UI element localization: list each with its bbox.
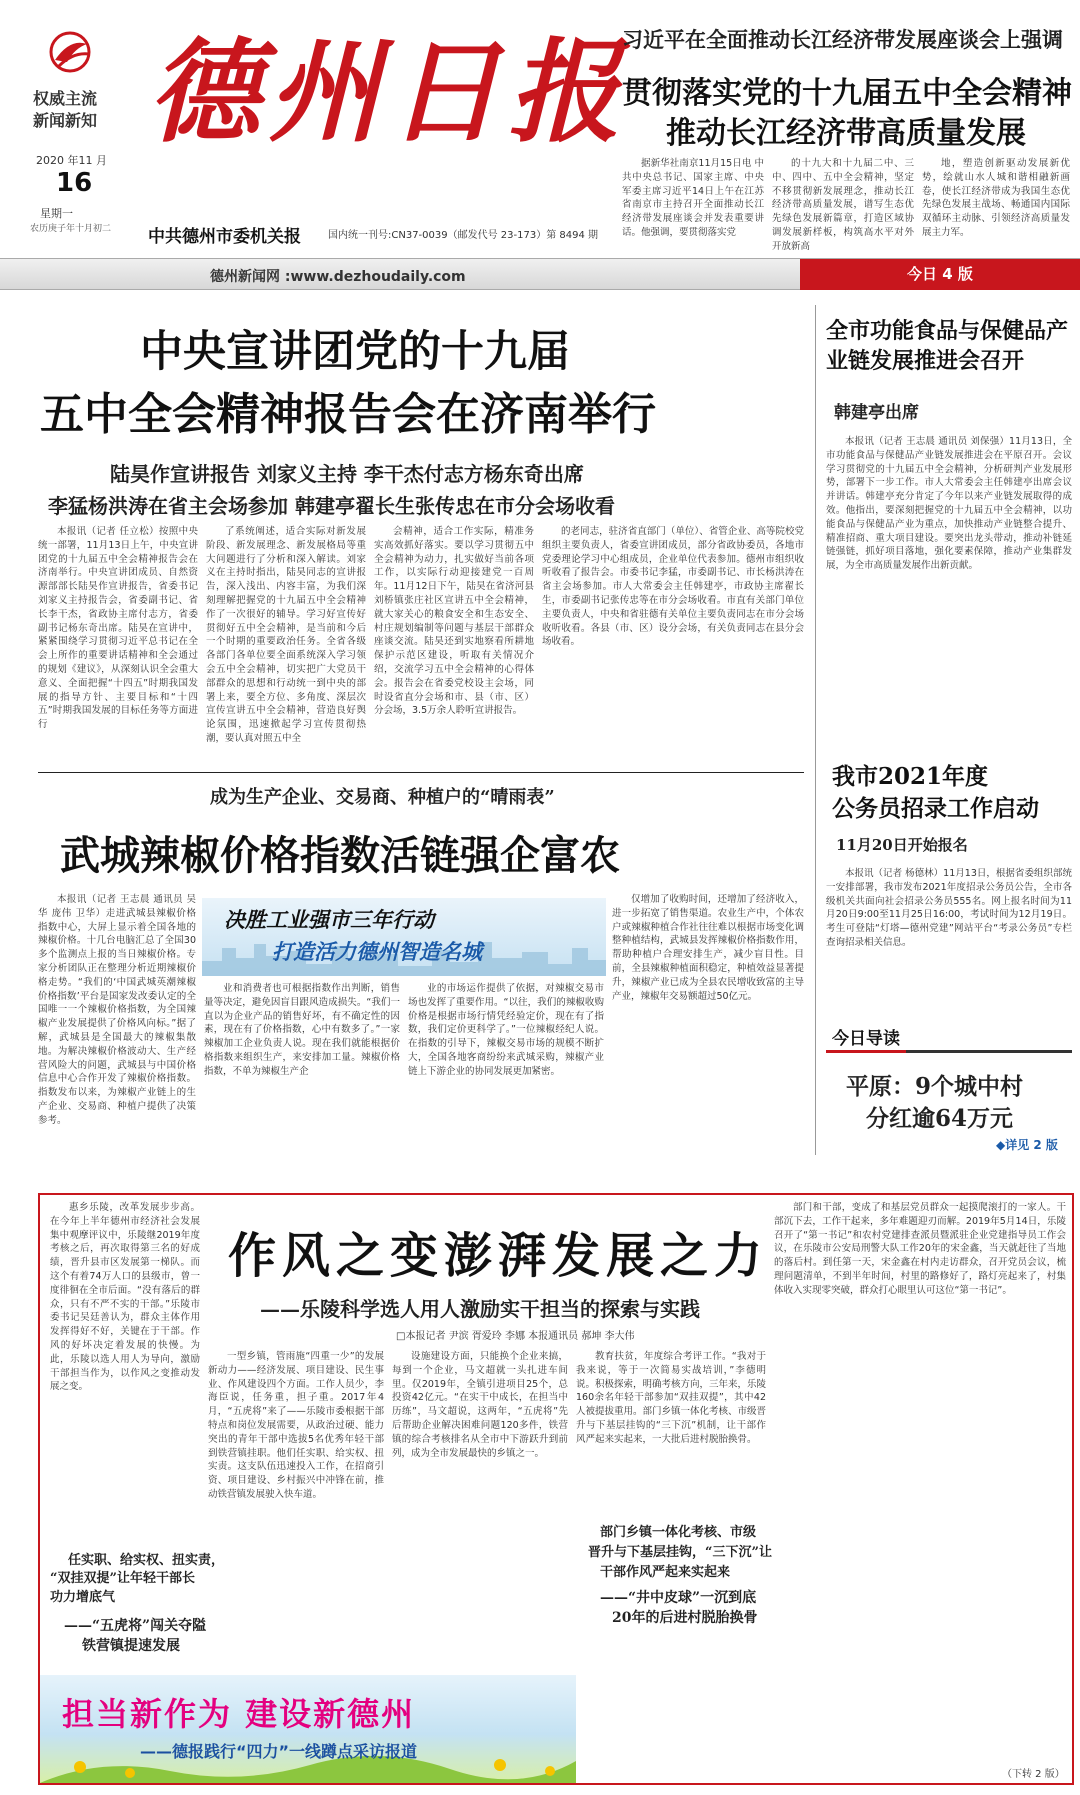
guide-label-accent [826,1050,906,1053]
feature-banner-line-2: ——德报践行“四力”一线蹲点采访报道 [140,1742,418,1761]
feature-col-1: 惠乡乐陵，改革发展步步高。在今年上半年德州市经济社会发展集中观摩评议中，乐陵继2019年度考核之后，再次取得第三名的好成绩，晋升县市区发展第一梯队。而这个有着74万人口的县级市，曾一度徘徊在全市后面。“没有落后的群众，只有不严不实的干部。”乐陵市委书记吴廷善认为，群众主体作用发挥得好不好，关键在于干部。作风的好坏决定着发展的快慢。为此，乐陵以选人用人为导向，激励干部担当作为，以作风之变推动发展之变。 [50,1202,200,1393]
feature-col-5: 部门和干部，变成了和基层党员群众一起摸爬滚打的一家人。干部沉下去，工作干起来，多年难题迎刃而解。2019年5月14日，乐陵召开了“第一书记”和农村党建排查派员暨派驻企业党建指导员工作会议，在乐陵市公安局刑警大队工作20年的宋金鑫，当天就赶往了当地的落后村。到任第一天，宋金鑫在村内走访群众，召开党员会议，梳理问题清单，不到半年时间，村里的路修好了，路灯亮起来了，村集体收入实现零突破，群众打心眼里认可这位“第一书记”。 [774,1202,1066,1296]
lead-col-3: 会精神，适合工作实际，精准务实高效抓好落实。要以学习贯彻五中全会精神为动力，扎实做好当前各项工作，以实际行动迎接建党一百周年。11月12日下午，陆昊在省济河县刘桥镇张庄社区宣讲五中全会精神，就大家关心的粮食安全和生态安全、村庄规划编制等问题与基层干部群众座谈交流。陆昊还到实地察看所耕地保护示范区建设，听取有关情况介绍，交流学习五中全会精神的心得体会。报告会在省委党校设主会场，同时设省直分会场和市、县（市、区）分会场，3.5万余人聆听宣讲报告。 [374,526,534,717]
guide-headline-2: 分红逾64万元 [866,1105,1014,1132]
feature-box [38,1193,1074,1785]
issue-day: 16 [56,168,93,198]
website-bar [0,258,1080,290]
feature-sub-b-1: 部门乡镇一体化考核、市级 [600,1525,757,1540]
issue-lunar-date: 农历庚子年十月初二 [30,224,112,234]
slogan-line-2: 新闻新知 [33,111,98,130]
feature-sub-b-5: 20年的后进村脱胎换骨 [612,1610,758,1626]
feature-headline: 作风之变澎湃发展之力 [228,1228,769,1284]
side1-subhead: 韩建亭出席 [834,403,919,423]
feature-sub-b-2: 晋升与下基层挂钩，“三下沉”让 [588,1545,772,1560]
guide-box [826,1020,1072,1160]
industry-banner-line-2: 打造活力德州智造名城 [272,940,482,964]
feature-col-2: 一型乡镇，管雨施“四重一少”的发展新动力——经济发展、项目建设、民生事业、作风建设四个方面。工作人员少，李海臣说，任务重，担子重。2017年4月，“五虎将”来了——乐陵市委根据干部特点和岗位发展需要，从政治过硬、能力突出的青年干部中选拔5名优秀年轻干部到铁营镇挂职。他们任实职、给实权、扭实责。这支队伍迅速投入工作，在招商引资、项目建设、乡村振兴中冲锋在前，推动铁营镇发展驶入快车道。 [208,1351,384,1500]
feature-col-3: 设施建设方面，只能换个企业来搞，每到一个企业，马文超就一头扎进车间里。仅2019年，全镇引进项目25个，总投资42亿元。“在实干中成长，在担当中历练”，马文超说，这两年，“五虎将”先后帮助企业解决困难问题120多件，铁营镇的综合考核排名从全市中下游跃升到前列，成为全市发展最快的乡镇之一。 [392,1351,568,1459]
industry-banner [202,898,606,976]
issn-line: 国内统一刊号:CN37-0039（邮发代号 23-173）第 8494 期 [328,230,599,241]
chili-col-4: 仅增加了收购时间，还增加了经济收入，进一步拓宽了销售渠道。农业生产中，个体农户或辣椒种植合作社往往难以根据市场变化调整种植结构，武城县发挥辣椒价格指数作用，帮助种植户合理安排生产，减少盲目性。目前，全县辣椒种植面积稳定，种植效益显著提升，辣椒产业已成为全县农民增收致富的主导产业，辣椒年交易额超过50亿元。 [612,894,804,1002]
chili-col-2: 业和消费者也可根据指数作出判断，销售量等决定，避免因盲目跟风造成损失。“我们一直以为企业产品的销售好坏，有不确定性的因素，现在有了价格指数，心中有数多了。”一家辣椒加工企业负责人说。现在我们就能根据价格指数来组织生产，来安排加工量。辣椒价格指数，不单为辣椒生产企 [204,983,400,1077]
side1-headline: 全市功能食品与保健品产业链发展推进会召开 [826,318,1069,374]
top-story-headline-2: 推动长江经济带高质量发展 [666,116,1026,151]
lead-col-1: 本报讯（记者 任立松）按照中央统一部署，11月13日上午，中央宣讲团党的十九届五中全会精神报告会在济南举行。中央宣讲团成员、自然资源部部长陆昊作宣讲报告，省委书记刘家义主持报告会，省委副书记、省长李干杰，省政协主席付志方，省委副书记杨东奇出席。陆昊在宣讲中，紧紧围绕学习贯彻习近平总书记在全会上所作的重要讲话精神和全会通过的规划《建议》，从深刻认识全会重大意义、全面把握“十四五”时期我国发展的指导方针、主要目标和“十四五”时期我国发展的目标任务等方面进行 [38,526,198,731]
feature-col-4: 教育扶贫，年度综合考评工作。“我对于我来说，等于一次简易实战培训，”李德明说。积极探索，明确考核方向，三年来，乐陵160余名年轻干部参加“双挂双提”，其中42人被提拔重用。部门乡镇一体化考核、市级晋升与下基层挂钩的“三下沉”机制，让干部作风严起来实起来，一大批后进村脱胎换骨。 [576,1351,767,1445]
lead-col-4: 的老同志，驻济省直部门（单位）、省管企业、高等院校党组织主要负责人，省委宣讲团成员，部分省政协委员，各地市党委理论学习中心组成员，企业单位代表参加。德州市组织收听收看了报告会。市委书记李猛，市委副书记、市长杨洪涛在省主会场参加。市人大常委会主任韩建亭，市政协主席翟长生，市委副书记张传忠等在市分会场收看。市直有关部门单位主要负责人，中央和省驻德有关单位主要负责同志在市分会场收听收看。各县（市、区）设分会场，有关负责同志在县分会场收看。 [542,526,804,648]
lead-bottom-rule [38,772,804,773]
guide-headline-1: 平原：9个城中村 [846,1073,1024,1100]
issue-year-month: 2020 年11 月 [36,154,107,167]
feature-continued[interactable]: （下转 2 版） [1002,1769,1065,1780]
masthead [0,0,1080,250]
issue-weekday: 星期一 [40,207,73,220]
page-count-badge: 今日 4 版 [800,259,1080,290]
feature-sub-a-1: 任实职、给实权、扭实责， [68,1553,225,1568]
side2-subhead: 11月20日开始报名 [836,836,968,854]
org-name: 中共德州市委机关报 [148,227,301,247]
lead-headline-2: 五中全会精神报告会在济南举行 [40,389,656,440]
top-story-col-2: 的十九大和十九届二中、三中、四中、五中全会精神，坚定不移贯彻新发展理念，推动长江经济带高质量发展，谱写生态优先绿色发展新篇章，打造区域协调发展新样板，构筑高水平对外开放新高 [772,158,914,252]
feature-subhead: ——乐陵科学选人用人激励实干担当的探索与实践 [260,1297,700,1321]
chili-col-3: 业的市场运作提供了依据，对辣椒交易市场也发挥了重要作用。“以往，我们的辣椒收购价格是根据市场行情凭经验定价，现在有了指数，我们定价更科学了。”一位辣椒经纪人说。在指数的引导下，辣椒交易市场的规模不断扩大，全国各地客商纷纷来武城采购，辣椒产业链上下游企业的协同发展更加紧密。 [408,983,604,1077]
feature-sub-b-3: 干部作风严起来实起来 [600,1565,731,1580]
chili-kicker: 成为生产企业、交易商、种植户的“晴雨表” [210,787,555,808]
right-column-divider [815,305,816,1155]
guide-more-link[interactable]: ◆详见 2 版 [996,1138,1058,1152]
lead-col-2: 了系统阐述，适合实际对新发展阶段、新发展理念、新发展格局等重大问题进行了分析和深入解读。刘家义在主持时指出，陆昊同志的宣讲报告，深入浅出、内容丰富，为我们深刻理解把握党的十九届五中全会精神作了一次很好的辅导。学习好宣传好贯彻好五中全会精神，是当前和今后一个时期的重要政治任务。全省各级各部门各单位要全面系统深入学习领会五中全会精神，切实把广大党员干部群众的思想和行动统一到中央的部署上来，要全方位、多角度、深层次宣传宣讲五中全会精神，营造良好舆论氛围，迅速掀起学习宣传贯彻热潮，要认真对照五中全 [206,526,366,744]
side2-headline-2: 公务员招录工作启动 [832,795,1039,822]
industry-banner-line-1: 决胜工业强市三年行动 [224,908,434,932]
top-story-col-1: 据新华社南京11月15日电 中共中央总书记、国家主席、中央军委主席习近平14日上午在江苏省南京市主持召开全面推动长江经济带发展座谈会并发表重要讲话。他强调，要贯彻落实党 [622,158,764,238]
side1-body: 本报讯（记者 王志晨 通讯员 刘保强）11月13日，全市功能食品与保健品产业链发展推进会在平原召开。会议学习贯彻党的十九届五中全会精神，分析研判产业发展形势，部署下一步工作。市人大常委会主任韩建亭出席会议并讲话。韩建亭充分肯定了今年以来产业链发展取得的成效。他指出，要深刻把握党的十九届五中全会精神，以功能食品与保健品产业为重点，加快推动产业链整合提升、精准招商、重大项目建设。要突出龙头带动，推动补链延链强链，抓好项目落地，强化要素保障，推动产业集群发展，为全市高质量发展作出新贡献。 [826,436,1072,572]
top-story-col-3: 地，塑造创新驱动发展新优势，绘就山水人城和谐相融新画卷，使长江经济带成为我国生态优先绿色发展主战场、畅通国内国际双循环主动脉、引领经济高质量发展主力军。 [922,158,1070,238]
chili-headline: 武城辣椒价格指数活链强企富农 [60,832,620,879]
newspaper-logo-icon [45,30,95,74]
slogan-line-1: 权威主流 [33,89,98,108]
feature-sub-a-2: “双挂双提”让年轻干部长功力增底气 [50,1571,195,1605]
feature-sub-b-4: ——“井中皮球”一沉到底 [600,1590,757,1606]
chili-col-1: 本报讯（记者 王志晨 通讯员 吴华 庞伟 卫华）走进武城县辣椒价格指数中心，大屏上显示着全国各地的辣椒价格。十几台电脑汇总了全国30多个监测点上报的当日辣椒价格。专家分析团队正在整理分析近期辣椒价格走势。“我们的‘中国武城英潮辣椒价格指数’平台是国家发改委认定的全国唯一一个辣椒价格指数，为全国辣椒产业发展提供了价格风向标。”据了解，武城县是全国最大的辣椒集散地。为解决辣椒价格波动大、生产经营风险大的问题，武城县与中国价格信息中心合作开发了辣椒价格指数。指数发布以来，为辣椒产业链上的生产企业、交易商、种植户提供了决策参考。 [38,894,196,1126]
feature-banner-line-1: 担当新作为 建设新德州 [62,1695,416,1733]
side2-headline-1: 我市2021年度 [832,763,989,790]
guide-label: 今日导读 [832,1029,900,1049]
lead-headline-1: 中央宣讲团党的十九届 [140,327,570,377]
lead-subhead-1: 陆昊作宣讲报告 刘家义主持 李干杰付志方杨东奇出席 [110,462,584,486]
feature-sub-a-3: ——“五虎将”闯关夺隘 [64,1618,207,1634]
feature-banner [40,1675,576,1783]
top-story-headline: 贯彻落实党的十九届五中全会精神 [622,76,1072,111]
top-story-kicker: 习近平在全面推动长江经济带发展座谈会上强调 [622,27,1063,52]
feature-sub-a-4: 铁营镇提速发展 [82,1638,180,1654]
newspaper-title: 德州日报 [148,27,628,158]
side2-body: 本报讯（记者 杨德林）11月13日，根据省委组织部统一安排部署，我市发布2021年度招录公务员公告，全市各级机关共面向社会招录公务员555名。网上报名时间为11月20日9:00至11月25日16:00，考试时间为12月19日。考生可登陆“灯塔—德州党建”网站平台“考录公务员”专栏查询招录相关信息。 [826,868,1072,948]
feature-byline: □本报记者 尹滨 胥爱玲 李娜 本报通讯员 郝坤 李大伟 [396,1331,635,1342]
lead-subhead-2: 李猛杨洪涛在省主会场参加 韩建亭翟长生张传忠在市分会场收看 [48,494,615,518]
website-link[interactable]: 德州新闻网 :www.dezhoudaily.com [210,269,466,285]
